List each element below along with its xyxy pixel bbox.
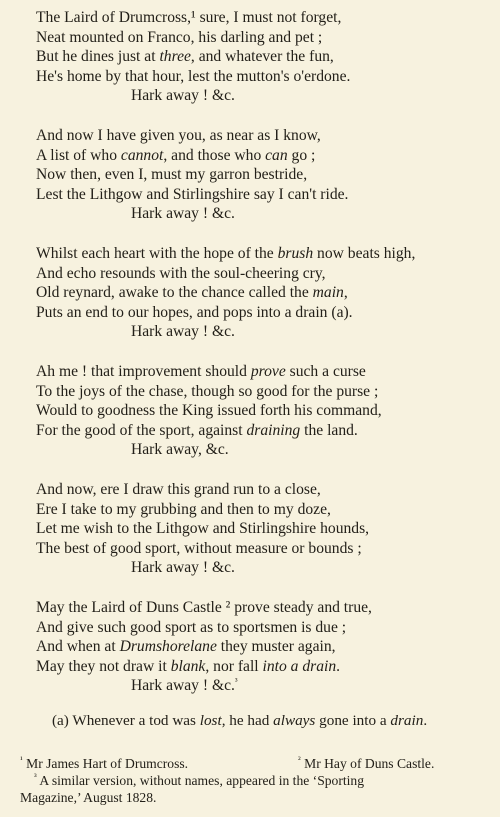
note-a: (a) Whenever a tod was lost, he had always gone into a drain. [52, 712, 428, 729]
stanza-2 [0, 126, 500, 224]
stanza-6 [0, 598, 500, 696]
refrain-line: Hark away ! &c.$^{^3}$ [131, 676, 238, 695]
stanza-3 [0, 244, 500, 342]
verse-line: The best of good sport, without measure or bounds ; [36, 539, 362, 557]
verse-line: Ah me ! that improvement should prove such a curse [36, 363, 366, 380]
verse-line: Let me wish to the Lithgow and Stirlingshire hounds, [36, 520, 370, 538]
footnotes [20, 755, 490, 806]
footnote-3-line-1: $^{^3}$ A similar version, without names, appeared in the ‘Sporting [34, 771, 365, 788]
refrain-line: Hark away ! &c. [131, 559, 235, 577]
verse-line: A list of who cannot, and those who can go ; [36, 146, 316, 164]
verse-line: And when at Drumshorelane they muster again, [36, 638, 336, 656]
verse-line: Would to goodness the King issued forth his command, [36, 402, 382, 420]
footnote-2: $^{^2}$ Mr Hay of Duns Castle. [298, 754, 435, 771]
stanza-4 [0, 362, 500, 460]
verse-line: But he dines just at three, and whatever the fun, [36, 48, 334, 66]
refrain-line: Hark away ! &c. [131, 323, 235, 341]
verse-line: Whilst each heart with the hope of the brush now beats high, [36, 245, 416, 262]
verse-line: And now, ere I draw this grand run to a close, [36, 481, 321, 498]
verse-line: Lest the Lithgow and Stirlingshire say I can't ride. [36, 185, 349, 203]
footnote-3-line-2: Magazine,’ August 1828. [20, 790, 157, 805]
verse-line: Puts an end to our hopes, and pops into a drain (a). [36, 303, 353, 321]
verse-line: And echo resounds with the soul-cheering cry, [36, 264, 326, 282]
verse-line: May the Laird of Duns Castle ² prove steady and true, [36, 599, 372, 616]
verse-line: Old reynard, awake to the chance called the main, [36, 284, 348, 302]
verse-line: He's home by that hour, lest the mutton's o'erdone. [36, 67, 351, 85]
verse-line: And now I have given you, as near as I know, [36, 127, 321, 144]
refrain-line: Hark away ! &c. [131, 87, 235, 105]
verse-line: Ere I take to my grubbing and then to my doze, [36, 500, 331, 518]
verse-line: For the good of the sport, against draining the land. [36, 421, 358, 439]
refrain-line: Hark away, &c. [131, 441, 229, 459]
verse-line: To the joys of the chase, though so good for the purse ; [36, 382, 379, 400]
verse-line: Now then, even I, must my garron bestride, [36, 166, 308, 184]
verse-line: The Laird of Drumcross,¹ sure, I must not forget, [36, 9, 342, 26]
stanza-1 [0, 8, 500, 106]
verse-line: And give such good sport as to sportsmen is due ; [36, 618, 347, 636]
footnote-1: $^{^1}$ Mr James Hart of Drumcross. [20, 754, 189, 771]
verse-line: May they not draw it blank, nor fall into a drain. [36, 657, 341, 675]
refrain-line: Hark away ! &c. [131, 205, 235, 223]
verse-line: Neat mounted on Franco, his darling and pet ; [36, 28, 323, 46]
stanza-5 [0, 480, 500, 578]
